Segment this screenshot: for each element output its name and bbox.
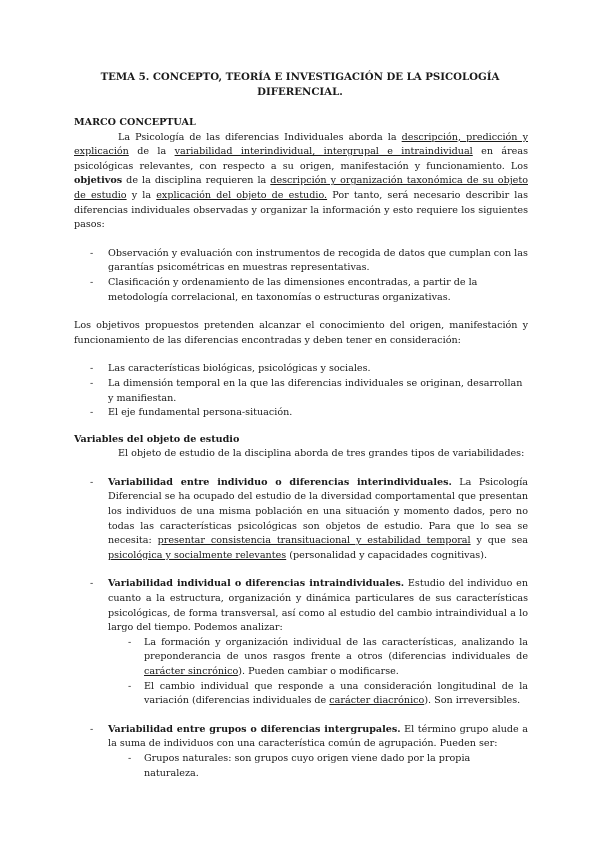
spacer bbox=[74, 709, 528, 723]
document-body bbox=[74, 116, 528, 781]
underlined-text: psicológica y socialmente relevantes bbox=[108, 549, 287, 561]
bullet-dash: - bbox=[90, 276, 94, 288]
sub-list-item bbox=[74, 680, 528, 709]
document-title bbox=[72, 70, 528, 100]
spacer bbox=[74, 348, 528, 362]
underlined-text: presentar consistencia transituacional y estabilidad temporal bbox=[157, 535, 471, 547]
paragraph-objetivos: Los objetivos propuestos pretenden alcanzar el conocimiento del origen, manifestación y funcionamiento de las diferencias encontradas y deben tener en consideración: bbox=[74, 320, 528, 346]
list-item bbox=[74, 406, 528, 421]
paragraph-marco bbox=[74, 131, 528, 233]
sub-list-item bbox=[74, 636, 528, 680]
list-item-text: La dimensión temporal en la que las diferencias individuales se originan, desarrollan y manifiestan. bbox=[108, 377, 523, 404]
text: Estudio del individuo en cuanto a la estructura, organización y dinámica particulares de sus características psicológicas, de forma transversal, así como al estudio del cambio intraindividual a lo largo del tiempo. Podemos analizar: bbox=[108, 578, 528, 634]
bullet-dash: - bbox=[90, 476, 94, 488]
list-item bbox=[74, 362, 528, 377]
bold-text: Variabilidad individual o diferencias intraindividuales. bbox=[108, 578, 405, 590]
section-heading-variables: Variables del objeto de estudio bbox=[74, 433, 240, 445]
text: ). Pueden cambiar o modificarse. bbox=[238, 666, 399, 677]
underlined-text: variabilidad interindividual, intergrupal e intraindividual bbox=[174, 146, 473, 158]
paragraph-variables-intro: El objeto de estudio de la disciplina aborda de tres grandes tipos de variabilidades: bbox=[118, 448, 525, 460]
text: de la disciplina requieren la bbox=[122, 175, 271, 187]
bullet-dash: - bbox=[90, 723, 94, 735]
text: (personalidad y capacidades cognitivas). bbox=[286, 549, 488, 561]
bullet-dash: - bbox=[90, 407, 94, 419]
title-line-2: DIFERENCIAL. bbox=[257, 86, 343, 98]
section-heading-marco: MARCO CONCEPTUAL bbox=[74, 117, 196, 128]
bold-text: Variabilidad entre individuo o diferencias interindividuales. bbox=[108, 476, 452, 488]
list-item bbox=[74, 247, 528, 276]
sub-list-item bbox=[74, 752, 528, 781]
text: y que sea bbox=[470, 535, 528, 547]
list-item bbox=[74, 276, 528, 305]
underlined-text: carácter sincrónico bbox=[144, 666, 239, 677]
bold-text: objetivos bbox=[74, 175, 123, 187]
spacer bbox=[74, 563, 528, 577]
bullet-dash: - bbox=[90, 247, 94, 259]
text: de la bbox=[128, 146, 175, 158]
spacer bbox=[74, 233, 528, 247]
list-item-intergrupales bbox=[74, 723, 528, 752]
spacer bbox=[74, 421, 528, 433]
intra-sublist bbox=[74, 636, 528, 709]
underlined-text: descripción, predicción y explicación bbox=[74, 131, 528, 158]
spacer bbox=[74, 462, 528, 476]
variables-list bbox=[74, 476, 528, 564]
underlined-text: explicación del objeto de estudio. bbox=[156, 189, 328, 201]
bullet-dash: - bbox=[128, 752, 132, 764]
variables-list-intra bbox=[74, 577, 528, 635]
list-item-text: Grupos naturales: son grupos cuyo origen viene dado por la propia naturaleza. bbox=[144, 752, 471, 779]
underlined-text: descripción y organización taxonómica de su objeto de estudio bbox=[74, 175, 528, 201]
text: ). Son irreversibles. bbox=[424, 695, 521, 707]
list-item-text: Clasificación y ordenamiento de las dimensiones encontradas, a partir de la metodología correlacional, en taxonomías o estructuras organizativas. bbox=[108, 276, 478, 303]
steps-list bbox=[74, 247, 528, 305]
groups-sublist bbox=[74, 752, 528, 781]
list-item-text: El eje fundamental persona-situación. bbox=[108, 407, 293, 419]
list-item bbox=[74, 377, 528, 406]
text: La formación y organización individual de las características, analizando la preponderancia de unos rasgos frente a otros (diferencias individuales de bbox=[144, 636, 528, 663]
bullet-dash: - bbox=[90, 363, 94, 375]
considerations-list bbox=[74, 362, 528, 420]
bold-text: Variabilidad entre grupos o diferencias intergrupales. bbox=[108, 723, 401, 735]
underlined-text: carácter diacrónico bbox=[329, 695, 425, 707]
text: La Psicología de las diferencias Individuales aborda la bbox=[118, 131, 402, 143]
list-item-text: Las características biológicas, psicológicas y sociales. bbox=[108, 363, 371, 375]
list-item-text: Observación y evaluación con instrumentos de recogida de datos que cumplan con las garantías psicométricas en muestras representativas. bbox=[108, 247, 528, 274]
text: El término grupo alude a la suma de individuos con una característica común de agrupación. Pueden ser: bbox=[108, 723, 528, 750]
text: Por tanto, será necesario describir las diferencias individuales observadas y organizar la información y esto requiere los siguientes pasos: bbox=[74, 189, 529, 231]
text: La Psicología Diferencial se ha ocupado del estudio de la diversidad comportamental que presentan los individuos de una misma población en una situación y momento dados, pero no todas las características psicológicas son objetos de estudio. Para que lo sea se necesita: bbox=[108, 476, 528, 547]
bullet-dash: - bbox=[90, 578, 94, 590]
variables-list-groups bbox=[74, 723, 528, 752]
list-item-intraindividual bbox=[74, 577, 528, 635]
bullet-dash: - bbox=[128, 680, 132, 692]
text: y la bbox=[126, 189, 157, 201]
bullet-dash: - bbox=[90, 377, 94, 389]
text: en áreas psicológicas relevantes, con respecto a su origen, manifestación y funcionamiento. Los bbox=[74, 146, 528, 172]
list-item-interindividual bbox=[74, 476, 528, 564]
bullet-dash: - bbox=[128, 636, 132, 648]
title-line-1: TEMA 5. CONCEPTO, TEORÍA E INVESTIGACIÓN DE LA PSICOLOGÍA bbox=[100, 71, 500, 83]
spacer bbox=[74, 305, 528, 319]
text: El cambio individual que responde a una consideración longitudinal de la variación (diferencias individuales de bbox=[144, 680, 528, 707]
